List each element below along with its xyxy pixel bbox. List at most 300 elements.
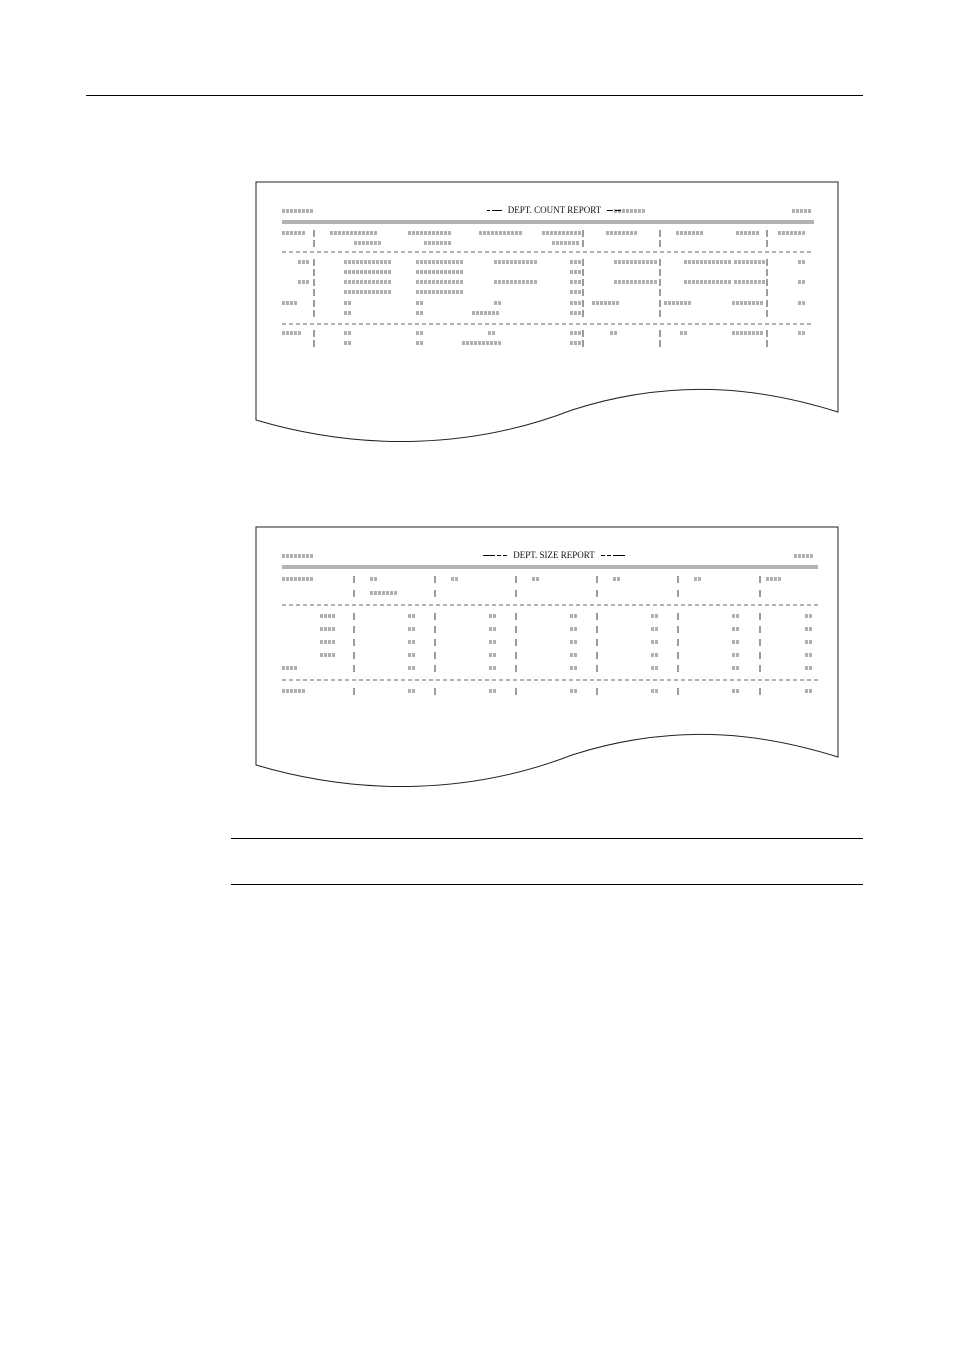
placeholder-char	[328, 614, 331, 618]
placeholder-char	[684, 280, 687, 284]
placeholder-char	[356, 290, 359, 294]
placeholder-char	[758, 260, 761, 264]
placeholder-char	[440, 290, 443, 294]
placeholder-char	[592, 301, 595, 305]
placeholder-char	[302, 260, 305, 264]
placeholder-char	[802, 301, 805, 305]
placeholder-char	[324, 614, 327, 618]
placeholder-char	[494, 280, 497, 284]
placeholder-char	[298, 231, 301, 235]
placeholder-char	[432, 290, 435, 294]
placeholder-char	[432, 260, 435, 264]
placeholder-char	[416, 280, 419, 284]
placeholder-char	[380, 270, 383, 274]
placeholder-char	[805, 666, 808, 670]
placeholder-char	[456, 270, 459, 274]
placeholder-char	[498, 301, 501, 305]
placeholder-char	[736, 301, 739, 305]
placeholder-char	[798, 280, 801, 284]
placeholder-char	[298, 577, 301, 581]
placeholder-char	[416, 270, 419, 274]
placeholder-char	[448, 270, 451, 274]
placeholder-char	[746, 260, 749, 264]
placeholder-char	[360, 270, 363, 274]
placeholder-char	[306, 554, 309, 558]
placeholder-char	[809, 653, 812, 657]
dept-count-report	[254, 180, 840, 450]
placeholder-char	[617, 577, 620, 581]
placeholder-char	[574, 290, 577, 294]
placeholder-char	[654, 260, 657, 264]
placeholder-char	[376, 280, 379, 284]
placeholder-char	[809, 627, 812, 631]
placeholder-char	[408, 689, 411, 693]
placeholder-char	[570, 311, 573, 315]
placeholder-char	[479, 231, 482, 235]
placeholder-char	[651, 653, 654, 657]
printout-paper	[254, 525, 840, 795]
placeholder-char	[578, 290, 581, 294]
placeholder-char	[424, 241, 427, 245]
placeholder-char	[515, 231, 518, 235]
placeholder-char	[286, 331, 289, 335]
placeholder-char	[510, 260, 513, 264]
placeholder-char	[360, 290, 363, 294]
header-rule	[86, 95, 863, 96]
placeholder-char	[752, 301, 755, 305]
placeholder-char	[444, 241, 447, 245]
placeholder-char	[348, 290, 351, 294]
placeholder-char	[526, 280, 529, 284]
placeholder-char	[350, 231, 353, 235]
placeholder-char	[526, 260, 529, 264]
placeholder-char	[328, 627, 331, 631]
placeholder-char	[484, 311, 487, 315]
placeholder-char	[348, 331, 351, 335]
placeholder-char	[466, 341, 469, 345]
placeholder-char	[684, 301, 687, 305]
placeholder-char	[655, 614, 658, 618]
placeholder-char	[302, 577, 305, 581]
placeholder-char	[324, 640, 327, 644]
placeholder-char	[344, 290, 347, 294]
placeholder-char	[290, 331, 293, 335]
placeholder-char	[564, 241, 567, 245]
placeholder-char	[424, 290, 427, 294]
placeholder-char	[370, 577, 373, 581]
placeholder-char	[651, 627, 654, 631]
placeholder-char	[294, 554, 297, 558]
placeholder-char	[558, 231, 561, 235]
placeholder-char	[744, 231, 747, 235]
placeholder-char	[692, 280, 695, 284]
placeholder-char	[762, 280, 765, 284]
placeholder-char	[368, 260, 371, 264]
placeholder-char	[514, 260, 517, 264]
placeholder-char	[474, 341, 477, 345]
placeholder-char	[536, 577, 539, 581]
placeholder-char	[650, 260, 653, 264]
placeholder-char	[578, 280, 581, 284]
report-title: DEPT. COUNT REPORT	[507, 205, 602, 215]
placeholder-char	[612, 301, 615, 305]
placeholder-char	[302, 689, 305, 693]
placeholder-char	[798, 331, 801, 335]
placeholder-char	[290, 209, 293, 213]
placeholder-char	[752, 331, 755, 335]
placeholder-char	[448, 260, 451, 264]
placeholder-char	[704, 260, 707, 264]
placeholder-char	[732, 614, 735, 618]
placeholder-char	[778, 577, 781, 581]
placeholder-char	[684, 260, 687, 264]
placeholder-char	[352, 280, 355, 284]
placeholder-char	[655, 666, 658, 670]
placeholder-char	[448, 280, 451, 284]
placeholder-char	[622, 231, 625, 235]
placeholder-char	[798, 260, 801, 264]
placeholder-char	[626, 280, 629, 284]
placeholder-char	[412, 653, 415, 657]
placeholder-char	[452, 270, 455, 274]
placeholder-char	[802, 331, 805, 335]
title-dash-left	[483, 555, 507, 556]
placeholder-char	[680, 331, 683, 335]
placeholder-char	[805, 640, 808, 644]
placeholder-char	[499, 231, 502, 235]
placeholder-char	[736, 653, 739, 657]
placeholder-char	[684, 231, 687, 235]
placeholder-char	[622, 260, 625, 264]
placeholder-char	[809, 689, 812, 693]
placeholder-char	[622, 280, 625, 284]
placeholder-char	[489, 666, 492, 670]
placeholder-char	[428, 260, 431, 264]
placeholder-char	[416, 231, 419, 235]
placeholder-char	[352, 260, 355, 264]
placeholder-char	[360, 280, 363, 284]
placeholder-char	[352, 270, 355, 274]
placeholder-char	[610, 331, 613, 335]
placeholder-char	[302, 554, 305, 558]
placeholder-char	[382, 591, 385, 595]
placeholder-char	[734, 280, 737, 284]
placeholder-char	[298, 331, 301, 335]
placeholder-char	[570, 290, 573, 294]
placeholder-char	[798, 231, 801, 235]
placeholder-char	[716, 260, 719, 264]
placeholder-char	[362, 231, 365, 235]
placeholder-char	[493, 689, 496, 693]
placeholder-char	[668, 301, 671, 305]
placeholder-char	[574, 640, 577, 644]
placeholder-char	[495, 231, 498, 235]
placeholder-char	[368, 270, 371, 274]
placeholder-char	[654, 280, 657, 284]
placeholder-char	[738, 260, 741, 264]
placeholder-char	[388, 260, 391, 264]
placeholder-char	[432, 270, 435, 274]
placeholder-char	[428, 231, 431, 235]
placeholder-char	[370, 231, 373, 235]
placeholder-char	[748, 331, 751, 335]
placeholder-char	[348, 341, 351, 345]
placeholder-char	[574, 231, 577, 235]
placeholder-char	[570, 341, 573, 345]
placeholder-char	[370, 591, 373, 595]
placeholder-char	[372, 280, 375, 284]
placeholder-char	[498, 260, 501, 264]
placeholder-char	[298, 209, 301, 213]
placeholder-char	[282, 666, 285, 670]
placeholder-char	[320, 614, 323, 618]
placeholder-char	[491, 231, 494, 235]
placeholder-char	[736, 331, 739, 335]
placeholder-char	[376, 260, 379, 264]
placeholder-char	[750, 260, 753, 264]
placeholder-char	[546, 231, 549, 235]
placeholder-char	[720, 280, 723, 284]
placeholder-char	[384, 290, 387, 294]
report-title-bar	[454, 203, 654, 217]
placeholder-char	[346, 231, 349, 235]
placeholder-char	[542, 231, 545, 235]
placeholder-char	[634, 280, 637, 284]
placeholder-char	[386, 591, 389, 595]
placeholder-char	[498, 280, 501, 284]
placeholder-char	[794, 231, 797, 235]
placeholder-char	[306, 209, 309, 213]
placeholder-char	[740, 231, 743, 235]
placeholder-char	[344, 341, 347, 345]
placeholder-char	[574, 301, 577, 305]
placeholder-char	[424, 260, 427, 264]
placeholder-char	[286, 231, 289, 235]
placeholder-char	[380, 260, 383, 264]
placeholder-char	[282, 209, 285, 213]
printout-paper	[254, 180, 840, 450]
placeholder-char	[574, 341, 577, 345]
placeholder-char	[574, 311, 577, 315]
placeholder-char	[310, 554, 313, 558]
placeholder-char	[700, 280, 703, 284]
note-top-rule	[231, 838, 863, 839]
placeholder-char	[380, 290, 383, 294]
placeholder-char	[334, 231, 337, 235]
placeholder-char	[774, 577, 777, 581]
placeholder-char	[550, 231, 553, 235]
placeholder-char	[302, 231, 305, 235]
placeholder-char	[368, 290, 371, 294]
placeholder-char	[432, 241, 435, 245]
placeholder-char	[655, 689, 658, 693]
placeholder-char	[378, 591, 381, 595]
placeholder-char	[488, 331, 491, 335]
placeholder-char	[655, 640, 658, 644]
placeholder-char	[348, 280, 351, 284]
placeholder-char	[684, 331, 687, 335]
placeholder-char	[496, 311, 499, 315]
placeholder-char	[282, 554, 285, 558]
placeholder-char	[460, 290, 463, 294]
placeholder-char	[480, 311, 483, 315]
placeholder-char	[408, 653, 411, 657]
placeholder-char	[476, 311, 479, 315]
placeholder-char	[680, 301, 683, 305]
placeholder-char	[651, 666, 654, 670]
placeholder-char	[436, 231, 439, 235]
placeholder-char	[489, 689, 492, 693]
placeholder-char	[522, 260, 525, 264]
placeholder-char	[428, 241, 431, 245]
placeholder-char	[578, 341, 581, 345]
placeholder-char	[805, 689, 808, 693]
placeholder-char	[736, 231, 739, 235]
placeholder-char	[432, 231, 435, 235]
placeholder-char	[440, 260, 443, 264]
placeholder-char	[494, 260, 497, 264]
placeholder-char	[712, 260, 715, 264]
placeholder-char	[364, 270, 367, 274]
placeholder-char	[374, 577, 377, 581]
placeholder-char	[568, 241, 571, 245]
placeholder-char	[732, 301, 735, 305]
placeholder-char	[394, 591, 397, 595]
placeholder-char	[290, 301, 293, 305]
placeholder-char	[574, 270, 577, 274]
placeholder-char	[552, 241, 555, 245]
placeholder-char	[482, 341, 485, 345]
placeholder-char	[700, 260, 703, 264]
placeholder-char	[489, 640, 492, 644]
placeholder-char	[356, 280, 359, 284]
placeholder-char	[436, 280, 439, 284]
placeholder-char	[664, 301, 667, 305]
placeholder-char	[766, 577, 769, 581]
placeholder-char	[748, 301, 751, 305]
placeholder-char	[332, 627, 335, 631]
placeholder-char	[692, 260, 695, 264]
placeholder-char	[802, 231, 805, 235]
placeholder-char	[390, 591, 393, 595]
placeholder-char	[306, 260, 309, 264]
placeholder-char	[408, 231, 411, 235]
placeholder-char	[388, 280, 391, 284]
placeholder-char	[330, 231, 333, 235]
placeholder-char	[328, 640, 331, 644]
placeholder-char	[436, 260, 439, 264]
placeholder-char	[358, 241, 361, 245]
placeholder-char	[320, 640, 323, 644]
placeholder-char	[420, 301, 423, 305]
placeholder-char	[408, 627, 411, 631]
report-title-bar	[454, 548, 654, 562]
placeholder-char	[708, 260, 711, 264]
placeholder-char	[574, 666, 577, 670]
placeholder-char	[488, 311, 491, 315]
placeholder-char	[460, 280, 463, 284]
placeholder-char	[756, 231, 759, 235]
placeholder-char	[742, 260, 745, 264]
placeholder-char	[790, 231, 793, 235]
placeholder-char	[642, 260, 645, 264]
placeholder-char	[732, 666, 735, 670]
placeholder-char	[408, 614, 411, 618]
title-dash-left	[487, 210, 502, 211]
placeholder-char	[750, 280, 753, 284]
placeholder-char	[294, 689, 297, 693]
placeholder-char	[610, 231, 613, 235]
dept-size-report	[254, 525, 840, 795]
placeholder-char	[502, 260, 505, 264]
title-dash-right	[607, 210, 621, 211]
placeholder-char	[455, 577, 458, 581]
placeholder-char	[574, 653, 577, 657]
placeholder-char	[378, 241, 381, 245]
placeholder-char	[320, 627, 323, 631]
placeholder-char	[530, 280, 533, 284]
placeholder-char	[444, 290, 447, 294]
placeholder-char	[290, 689, 293, 693]
placeholder-char	[574, 331, 577, 335]
placeholder-char	[302, 280, 305, 284]
placeholder-char	[374, 591, 377, 595]
placeholder-char	[655, 653, 658, 657]
placeholder-char	[518, 260, 521, 264]
placeholder-char	[356, 260, 359, 264]
placeholder-char	[332, 640, 335, 644]
placeholder-char	[782, 231, 785, 235]
placeholder-char	[606, 231, 609, 235]
placeholder-char	[511, 231, 514, 235]
placeholder-char	[420, 270, 423, 274]
placeholder-char	[700, 231, 703, 235]
placeholder-char	[570, 301, 573, 305]
placeholder-char	[416, 341, 419, 345]
placeholder-char	[462, 341, 465, 345]
placeholder-char	[732, 689, 735, 693]
placeholder-char	[290, 577, 293, 581]
placeholder-char	[736, 666, 739, 670]
placeholder-char	[376, 270, 379, 274]
placeholder-char	[493, 653, 496, 657]
placeholder-char	[412, 231, 415, 235]
placeholder-char	[748, 231, 751, 235]
placeholder-char	[570, 640, 573, 644]
placeholder-char	[344, 301, 347, 305]
placeholder-char	[574, 280, 577, 284]
placeholder-char	[792, 209, 795, 213]
placeholder-char	[614, 280, 617, 284]
placeholder-char	[416, 311, 419, 315]
placeholder-char	[420, 280, 423, 284]
placeholder-char	[574, 627, 577, 631]
placeholder-char	[489, 627, 492, 631]
placeholder-char	[412, 627, 415, 631]
placeholder-char	[626, 260, 629, 264]
placeholder-char	[298, 554, 301, 558]
placeholder-char	[282, 689, 285, 693]
placeholder-char	[694, 577, 697, 581]
placeholder-char	[356, 270, 359, 274]
placeholder-char	[736, 614, 739, 618]
placeholder-char	[384, 270, 387, 274]
placeholder-char	[376, 290, 379, 294]
placeholder-char	[724, 280, 727, 284]
placeholder-char	[554, 231, 557, 235]
placeholder-char	[360, 260, 363, 264]
placeholder-char	[804, 209, 807, 213]
